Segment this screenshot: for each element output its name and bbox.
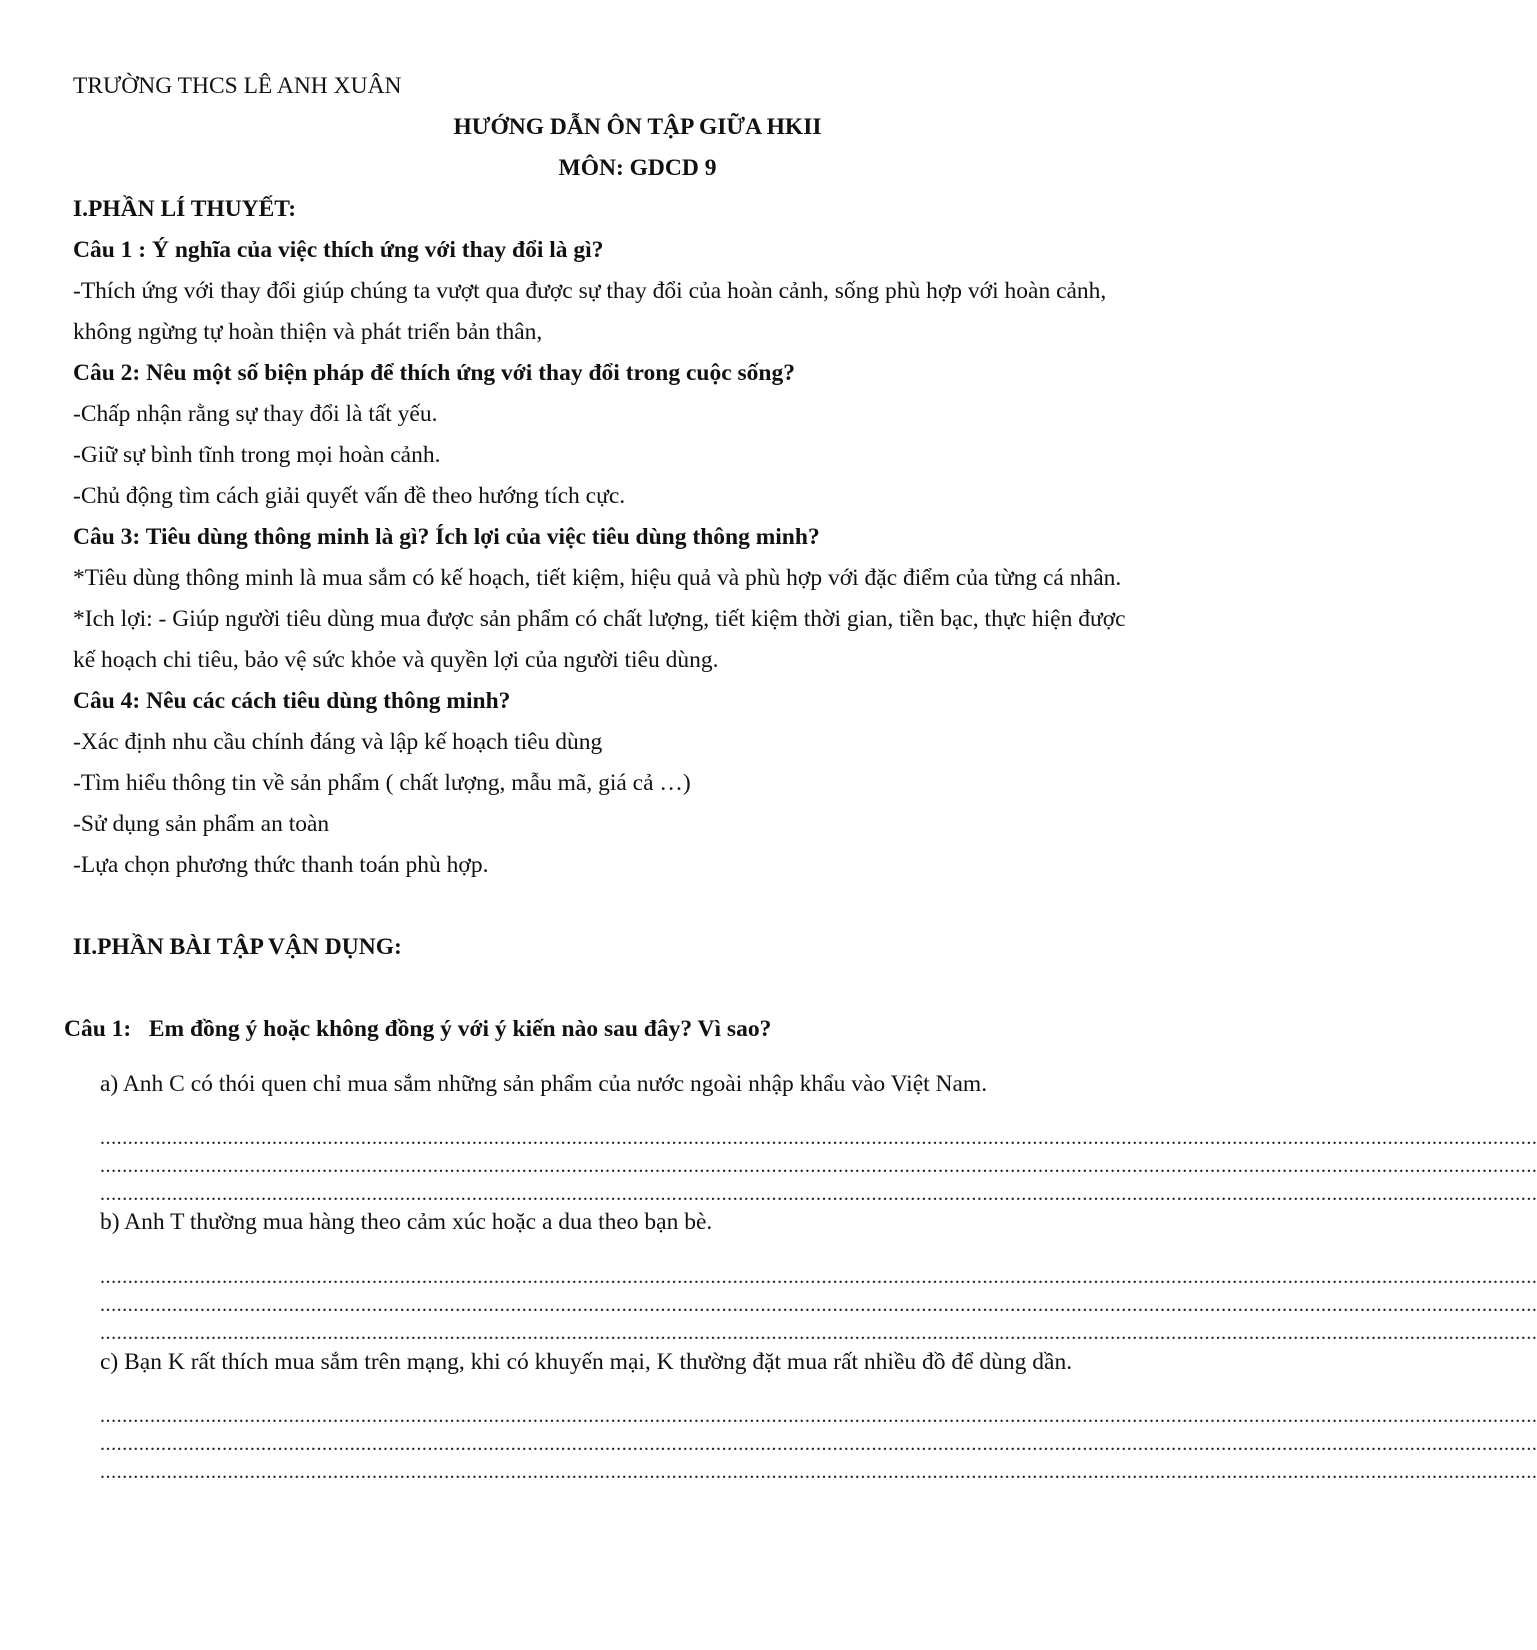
answer-dotted-line[interactable]: ...................................................................................................................................................................................................................................................................	[100, 1433, 1537, 1455]
school-name: TRƯỜNG THCS LÊ ANH XUÂN	[73, 73, 402, 99]
document-title: HƯỚNG DẪN ÔN TẬP GIỮA HKII	[453, 114, 822, 140]
theory-q4-question: Câu 4: Nêu các cách tiêu dùng thông minh?	[73, 688, 511, 714]
theory-q1-answer-line: -Thích ứng với thay đổi giúp chúng ta vượt qua được sự thay đổi của hoàn cảnh, sống phù hợp với hoàn cảnh,	[73, 278, 1107, 304]
theory-q2-answer: -Giữ sự bình tĩnh trong mọi hoàn cảnh.	[73, 442, 441, 468]
theory-q4-answer: -Sử dụng sản phẩm an toàn	[73, 811, 330, 837]
theory-heading: I.PHẦN LÍ THUYẾT:	[73, 196, 297, 222]
subject-title: MÔN: GDCD 9	[558, 155, 717, 181]
theory-q2-answer: -Chủ động tìm cách giải quyết vấn đề theo hướng tích cực.	[73, 483, 626, 509]
theory-q1-answer-line: không ngừng tự hoàn thiện và phát triển bản thân,	[73, 319, 543, 345]
answer-dotted-line[interactable]: ...................................................................................................................................................................................................................................................................	[100, 1155, 1537, 1177]
theory-q4-answer: -Tìm hiểu thông tin về sản phẩm ( chất lượng, mẫu mã, giá cả …)	[73, 770, 691, 796]
answer-dotted-line[interactable]: ...................................................................................................................................................................................................................................................................	[100, 1294, 1537, 1316]
practice-item-c: c) Bạn K rất thích mua sắm trên mạng, khi có khuyến mại, K thường đặt mua rất nhiều đồ để dùng dần.	[100, 1349, 1073, 1375]
practice-item-a: a) Anh C có thói quen chỉ mua sắm những sản phẩm của nước ngoài nhập khẩu vào Việt Nam.	[100, 1071, 988, 1097]
theory-q2-question: Câu 2: Nêu một số biện pháp để thích ứng với thay đổi trong cuộc sống?	[73, 360, 795, 386]
answer-dotted-line[interactable]: ...................................................................................................................................................................................................................................................................	[100, 1127, 1537, 1149]
answer-dotted-line[interactable]: ...................................................................................................................................................................................................................................................................	[100, 1461, 1537, 1483]
theory-q3-benefit-line: *Ich lợi: - Giúp người tiêu dùng mua được sản phẩm có chất lượng, tiết kiệm thời gian, tiền bạc, thực hiện được	[73, 606, 1126, 632]
theory-q1-question: Câu 1 : Ý nghĩa của việc thích ứng với thay đổi là gì?	[73, 237, 604, 263]
theory-q4-answer: -Xác định nhu cầu chính đáng và lập kế hoạch tiêu dùng	[73, 729, 603, 755]
answer-dotted-line[interactable]: ...................................................................................................................................................................................................................................................................	[100, 1183, 1537, 1205]
theory-q3-question: Câu 3: Tiêu dùng thông minh là gì? Ích lợi của việc tiêu dùng thông minh?	[73, 524, 820, 550]
answer-dotted-line[interactable]: ...................................................................................................................................................................................................................................................................	[100, 1322, 1537, 1344]
theory-q3-definition: *Tiêu dùng thông minh là mua sắm có kế hoạch, tiết kiệm, hiệu quả và phù hợp với đặc điểm của từng cá nhân.	[73, 565, 1122, 591]
theory-q3-benefit-line: kế hoạch chi tiêu, bảo vệ sức khỏe và quyền lợi của người tiêu dùng.	[73, 647, 719, 673]
answer-dotted-line[interactable]: ...................................................................................................................................................................................................................................................................	[100, 1405, 1537, 1427]
practice-item-b: b) Anh T thường mua hàng theo cảm xúc hoặc a dua theo bạn bè.	[100, 1209, 713, 1235]
practice-q1-question: Câu 1: Em đồng ý hoặc không đồng ý với ý kiến nào sau đây? Vì sao?	[64, 1016, 772, 1042]
theory-q4-answer: -Lựa chọn phương thức thanh toán phù hợp.	[73, 852, 489, 878]
theory-q2-answer: -Chấp nhận rằng sự thay đổi là tất yếu.	[73, 401, 438, 427]
answer-dotted-line[interactable]: ...................................................................................................................................................................................................................................................................	[100, 1266, 1537, 1288]
practice-heading: II.PHẦN BÀI TẬP VẬN DỤNG:	[73, 934, 402, 960]
